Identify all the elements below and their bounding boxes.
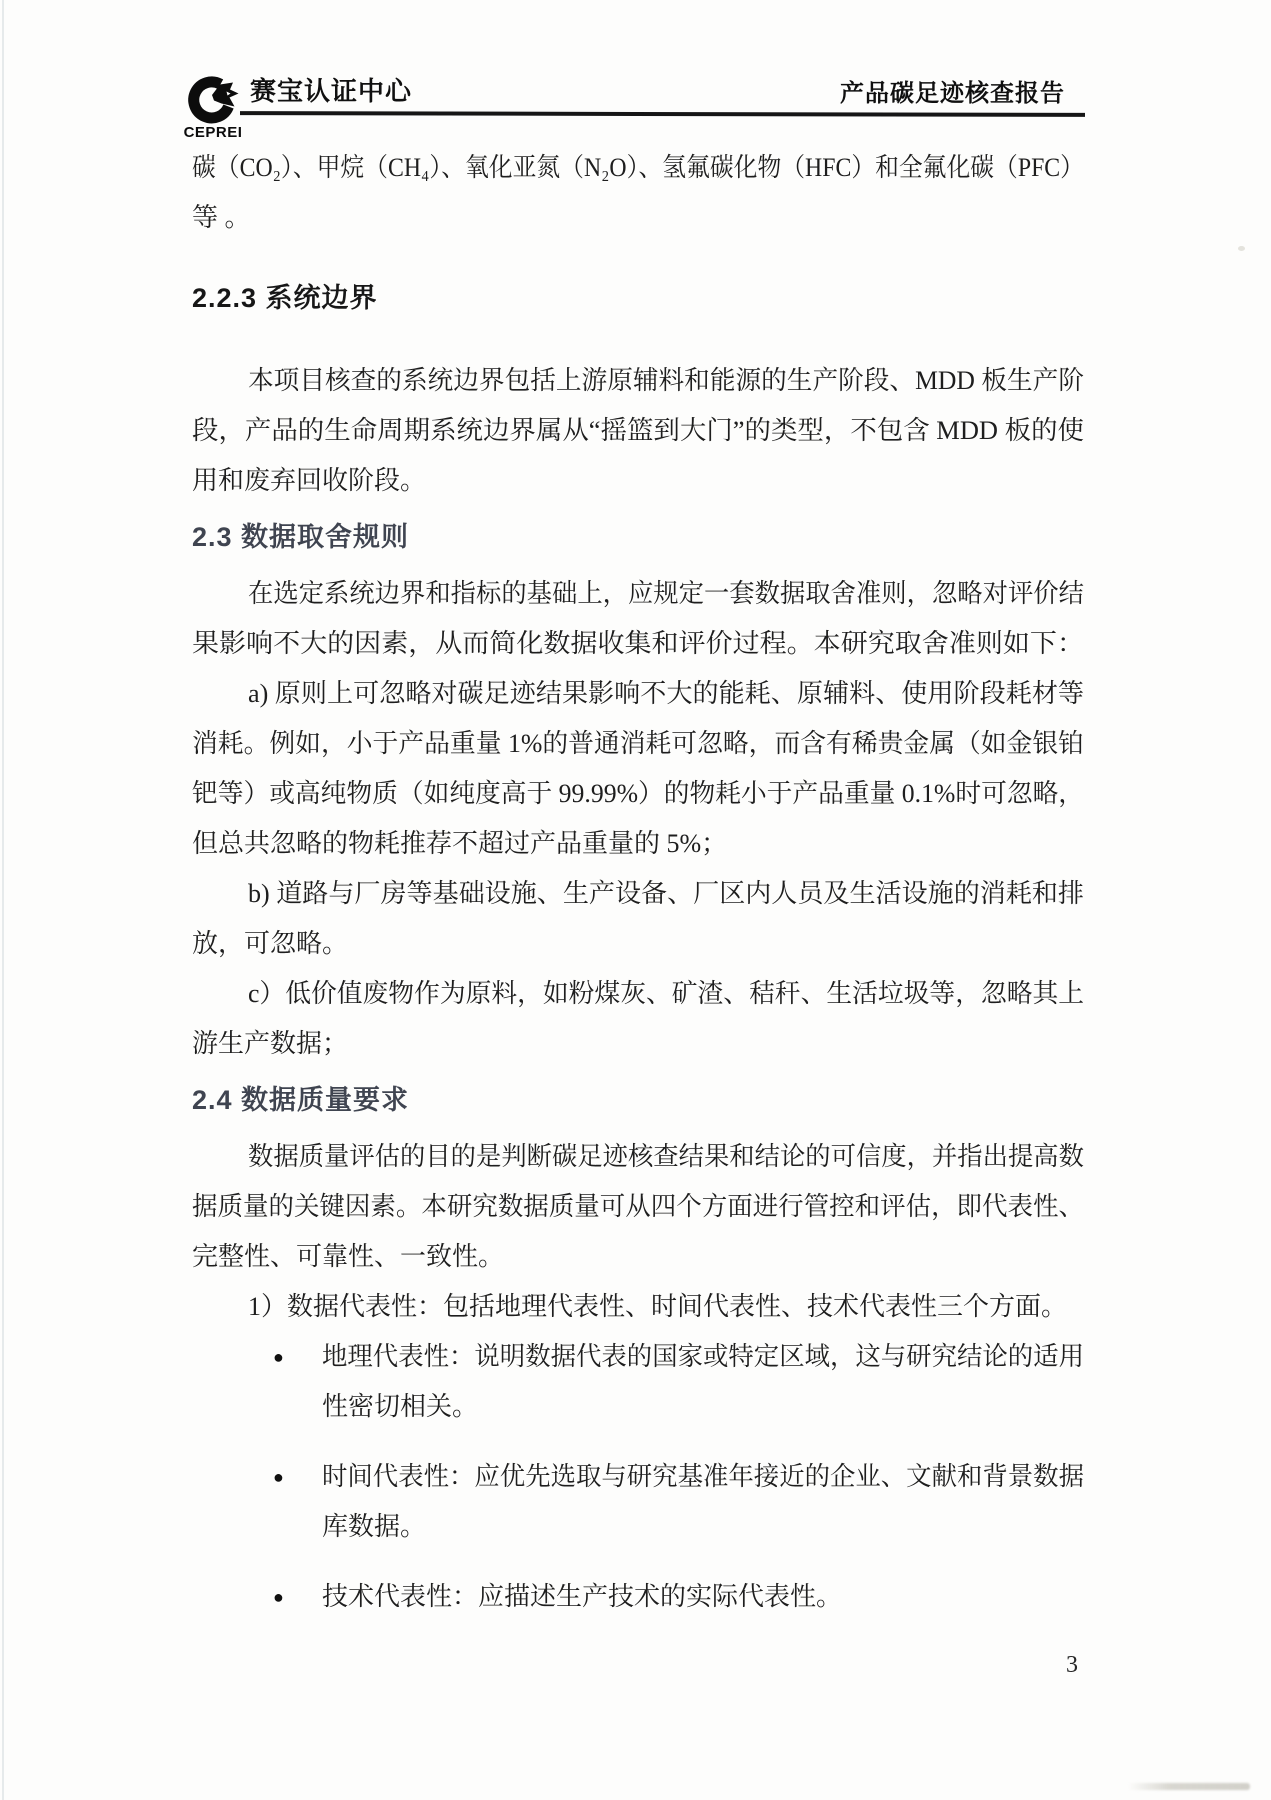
- text-line: [192, 1182, 1084, 1232]
- text: 时间代表性：应优先选取与研究基准年接近的企业、文献和背景数据: [322, 1462, 1084, 1491]
- paragraph: [192, 869, 1084, 969]
- scan-speck-artifact: [1238, 246, 1245, 251]
- page-number: 3: [1066, 1652, 1078, 1678]
- paragraph: [192, 143, 1084, 243]
- section-heading: [192, 273, 1084, 323]
- bullet-icon: ●: [273, 1467, 284, 1487]
- text-line: [192, 919, 1084, 969]
- text-line: [192, 1132, 1084, 1182]
- document-body: [192, 143, 1084, 1622]
- header-rule: [240, 111, 1085, 117]
- text: 碳（CO₂）、甲烷（CH₄）、氧化亚氮（N₂O）、氢氟碳化物（HFC）和全氟化碳（PFC）: [192, 153, 1084, 182]
- text: a) 原则上可忽略对碳足迹结果影响不大的能耗、原辅料、使用阶段耗材等: [248, 679, 1085, 708]
- text: 1）数据代表性：包括地理代表性、时间代表性、技术代表性三个方面。: [248, 1292, 1068, 1321]
- text: 库数据。: [322, 1512, 427, 1541]
- text-line: [192, 1282, 1084, 1332]
- bullet-icon: ●: [273, 1587, 284, 1607]
- heading-text: 2.4 数据质量要求: [192, 1085, 410, 1115]
- text: 地理代表性：说明数据代表的国家或特定区域，这与研究结论的适用: [322, 1342, 1084, 1371]
- bullet-item: [192, 1452, 1084, 1552]
- bullet-item: [192, 1332, 1084, 1432]
- paragraph: [192, 569, 1084, 669]
- text-line: [192, 819, 1084, 869]
- text: 在选定系统边界和指标的基础上，应规定一套数据取舍准则，忽略对评价结: [248, 579, 1084, 608]
- text-line: [322, 1332, 1084, 1382]
- text: 游生产数据；: [192, 1029, 349, 1058]
- paragraph: [192, 1132, 1084, 1282]
- scan-smudge-artifact: [1128, 1783, 1250, 1790]
- text-line: [192, 193, 1084, 243]
- text-line: [322, 1572, 1084, 1622]
- ceprei-logo: [186, 72, 240, 128]
- ceprei-ring-arrow-icon: [186, 72, 240, 128]
- text-line: [192, 406, 1084, 456]
- text: b) 道路与厂房等基础设施、生产设备、厂区内人员及生活设施的消耗和排: [248, 879, 1085, 908]
- bullet-icon: ●: [273, 1347, 284, 1367]
- logo-acronym: CEPREI: [183, 124, 243, 141]
- scan-edge-artifact: [2, 0, 4, 1800]
- section-heading: [192, 512, 1084, 562]
- text: 段，产品的生命周期系统边界属从“摇篮到大门”的类型，不包含 MDD 板的使: [192, 416, 1085, 445]
- text: 数据质量评估的目的是判断碳足迹核查结果和结论的可信度，并指出提高数: [248, 1142, 1084, 1171]
- text-line: [192, 1232, 1084, 1282]
- paragraph: [192, 669, 1084, 869]
- text: 钯等）或高纯物质（如纯度高于 99.99%）的物耗小于产品重量 0.1%时可忽略，: [192, 779, 1085, 808]
- text-line: [192, 456, 1084, 506]
- paragraph: [192, 1282, 1084, 1332]
- text-line: [192, 869, 1084, 919]
- text: 据质量的关键因素。本研究数据质量可从四个方面进行管控和评估，即代表性、: [192, 1192, 1084, 1221]
- text-line: [192, 1019, 1084, 1069]
- text: 技术代表性：应描述生产技术的实际代表性。: [322, 1582, 843, 1611]
- text: 果影响不大的因素，从而简化数据收集和评价过程。本研究取舍准则如下：: [192, 629, 1084, 658]
- section-heading: [192, 1075, 1084, 1125]
- text: 本项目核查的系统边界包括上游原辅料和能源的生产阶段、MDD 板生产阶: [248, 366, 1084, 395]
- text-line: [322, 1382, 1084, 1432]
- org-name: 赛宝认证中心: [250, 76, 413, 106]
- text-line: [322, 1452, 1084, 1502]
- text-line: [192, 719, 1084, 769]
- text: 消耗。例如，小于产品重量 1%的普通消耗可忽略，而含有稀贵金属（如金银铂: [192, 729, 1084, 758]
- heading-text: 2.3 数据取舍规则: [192, 522, 410, 552]
- text: 完整性、可靠性、一致性。: [192, 1242, 505, 1271]
- text-line: [192, 569, 1084, 619]
- text: 用和废弃回收阶段。: [192, 466, 427, 495]
- text-line: [322, 1502, 1084, 1552]
- text-line: [192, 356, 1084, 406]
- text-line: [192, 769, 1084, 819]
- text-line: [192, 669, 1084, 719]
- text: 但总共忽略的物耗推荐不超过产品重量的 5%；: [192, 829, 728, 858]
- text: c）低价值废物作为原料，如粉煤灰、矿渣、秸秆、生活垃圾等，忽略其上: [248, 979, 1085, 1008]
- paragraph: [192, 356, 1084, 506]
- bullet-item: [192, 1572, 1084, 1622]
- text: 性密切相关。: [322, 1392, 479, 1421]
- text-line: [192, 969, 1084, 1019]
- text-line: [192, 619, 1084, 669]
- text-line: [192, 143, 1084, 193]
- text: 等 。: [192, 203, 251, 232]
- heading-text: 2.2.3 系统边界: [192, 283, 378, 313]
- report-title: 产品碳足迹核查报告: [840, 80, 1065, 107]
- paragraph: [192, 969, 1084, 1069]
- text: 放，可忽略。: [192, 929, 349, 958]
